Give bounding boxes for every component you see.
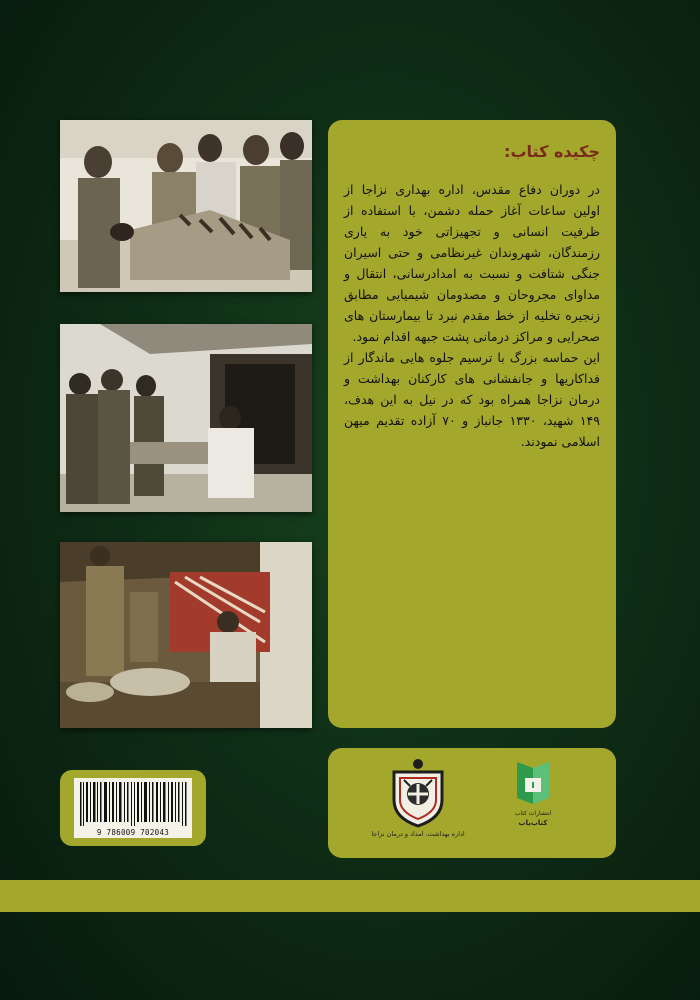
- bottom-color-band: [0, 880, 700, 912]
- photo-wounded-bed: [60, 120, 312, 292]
- barcode-panel: [60, 770, 206, 846]
- photo-aircraft-evacuation: [60, 542, 312, 728]
- isbn-digits: 9 786009 702043: [96, 828, 170, 837]
- publisher-logo: [498, 758, 568, 850]
- book-summary-panel: [328, 120, 616, 728]
- photo-wounded-bed-image: [60, 120, 312, 292]
- emblem-icon: [388, 756, 448, 828]
- summary-paragraph-1: در دوران دفاع مقدس، اداره بهداری نزاجا از اولین ساعات آغاز حمله دشمن، با استفاده از ظرفیت انسانی و تجهیزاتی خود به یاری رزمندگان، شهروندان غیرنظامی و حتی اسیران جنگی شتافت و نسبت به امدادرسانی، انتقال و مداوای مجروحان و مصدومان شیمیایی مطابق زنجیره تخلیه از خط مقدم نبرد تا بیمارستان های صحرایی و مراکز درمانی پشت جبهه اقدام نمود.: [344, 182, 600, 344]
- logos-panel: [328, 748, 616, 858]
- isbn-barcode: [74, 778, 192, 838]
- barcode-bars: [74, 778, 192, 828]
- organization-caption: اداره بهداشت، امداد و درمان نزاجا: [371, 830, 465, 838]
- army-health-organization-logo: [368, 756, 468, 852]
- photo-stretcher-transfer-image: [60, 324, 312, 512]
- photo-aircraft-evacuation-image: [60, 542, 312, 728]
- book-icon: [513, 758, 553, 808]
- publisher-small-caption: انتشارات کتاب: [514, 810, 552, 817]
- summary-paragraph-2: این حماسه بزرگ با ترسیم جلوه هایی ماندگار از فداکاریها و جانفشانی های کارکنان بهداشت و درمان نزاجا همراه بود که در نیل به این هدف، ۱۴۹ شهید، ۱۳۳۰ جانباز و ۷۰ آزاده تقدیم میهن اسلامی نمودند.: [344, 350, 600, 449]
- photo-stretcher-transfer: [60, 324, 312, 512]
- summary-title: چکیده کتاب:: [504, 142, 600, 161]
- publisher-name: کتاب‌یاب: [518, 819, 548, 827]
